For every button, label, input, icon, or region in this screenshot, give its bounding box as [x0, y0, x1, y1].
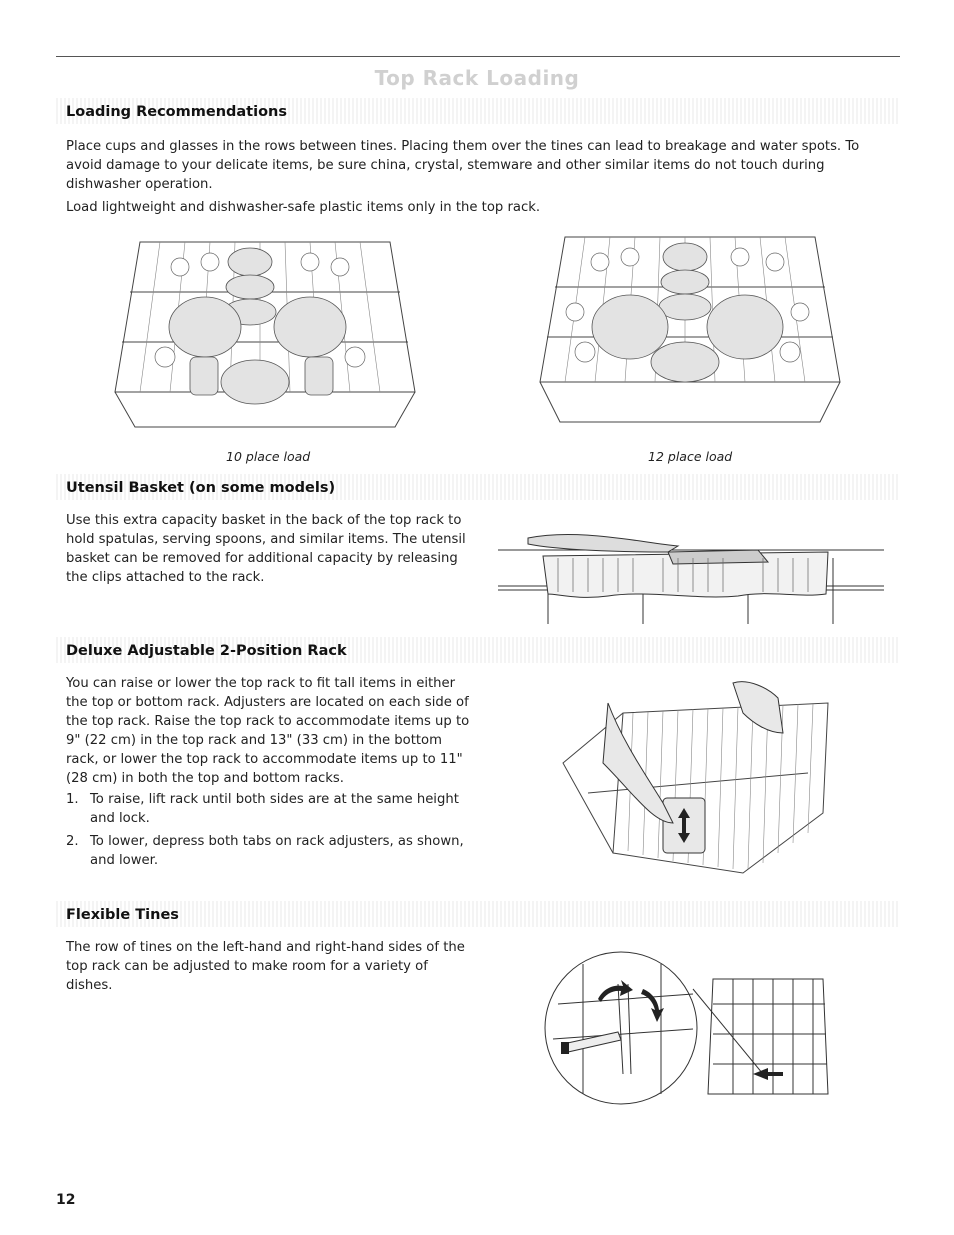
rack-adjuster-illustration — [553, 673, 833, 898]
step-text: To raise, lift rack until both sides are at the same height and lock. — [90, 792, 459, 826]
utensil-paragraph: Use this extra capacity basket in the back of the top rack to hold spatulas, serving spoons, and similar items. The utensil basket can be removed for additional capacity by releasing the clips attached to the rack. — [66, 513, 466, 585]
caption-ten-place-load: 10 place load — [226, 449, 311, 464]
top-rule — [56, 56, 900, 57]
loading-paragraph-2: Load lightweight and dishwasher-safe plastic items only in the top rack. — [66, 200, 541, 215]
step-number: 1. — [66, 792, 79, 807]
page-number: 12 — [56, 1192, 76, 1208]
flexible-paragraph: The row of tines on the left-hand and right-hand sides of the top rack can be adjusted to make room for a variety of dishes. — [66, 940, 465, 993]
section-band — [56, 901, 900, 927]
deluxe-steps — [66, 790, 466, 874]
caption-twelve-place-load: 12 place load — [648, 449, 733, 464]
step-item — [66, 832, 466, 870]
page-title: Top Rack Loading — [374, 66, 580, 90]
deluxe-paragraph: You can raise or lower the top rack to fit tall items in either the top or bottom rack. Adjusters are located on each side of the top rack. Raise the top rack to accommodate items up to 9" (22 cm) in the top rack and 13" (33 cm) in the bottom rack, or lower the top rack to accommodate items up to 11" (28 cm) in both the top and bottom racks. — [66, 676, 470, 786]
flexible-heading: Flexible Tines — [66, 907, 179, 923]
step-text: To lower, depress both tabs on rack adjusters, as shown, and lower. — [90, 834, 464, 868]
deluxe-heading: Deluxe Adjustable 2-Position Rack — [66, 643, 347, 659]
step-item — [66, 790, 466, 828]
step-number: 2. — [66, 834, 79, 849]
twelve-place-load-illustration — [535, 232, 845, 442]
flexible-tines-illustration — [543, 944, 833, 1112]
utensil-basket-illustration — [498, 528, 884, 628]
loading-heading: Loading Recommendations — [66, 104, 287, 120]
loading-paragraph-1: Place cups and glasses in the rows between tines. Placing them over the tines can lead to breakage and water spots. To avoid damage to your delicate items, be sure china, crystal, stemware and other similar items do not touch during dishwasher operation. — [66, 139, 860, 192]
utensil-heading: Utensil Basket (on some models) — [66, 480, 336, 496]
ten-place-load-illustration — [110, 232, 420, 442]
